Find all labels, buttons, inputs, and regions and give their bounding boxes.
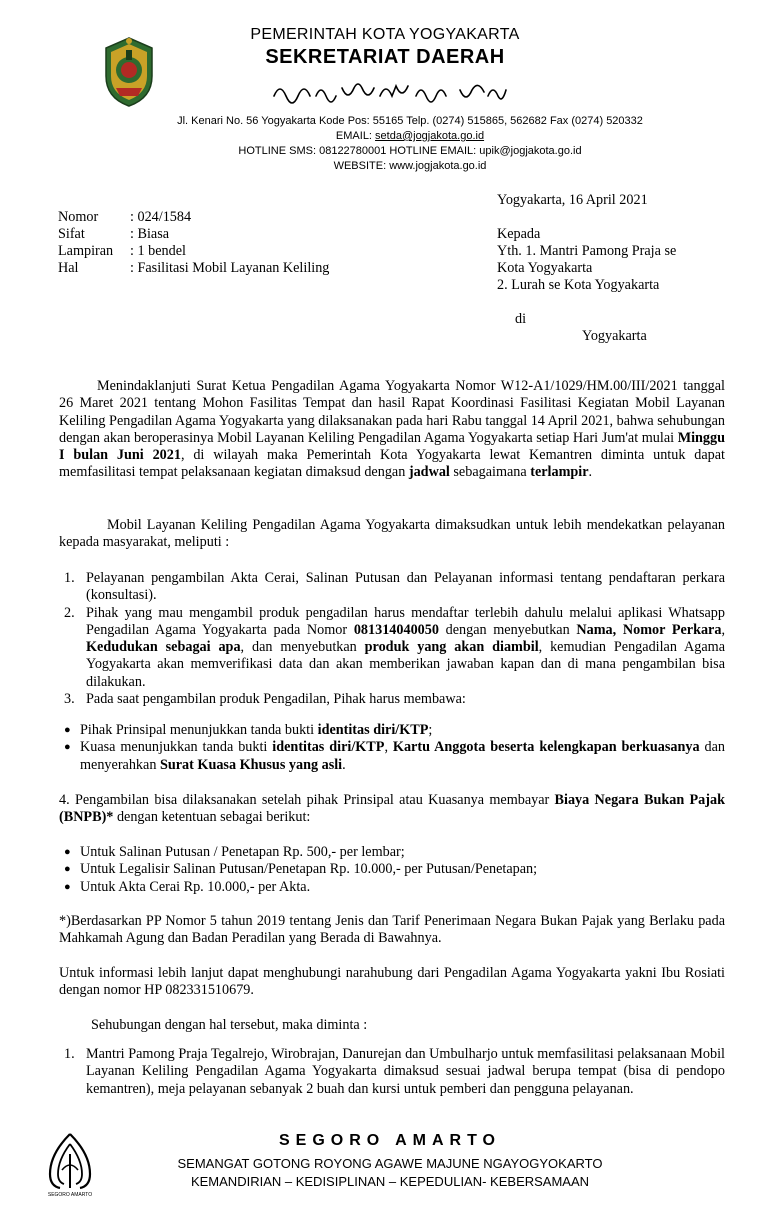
letterhead-contact-block: [130, 114, 690, 174]
email-label: EMAIL:: [335, 130, 376, 142]
list-item: 3. Pada saat pengambilan produk Pengadilan, Pihak harus membawa:: [64, 691, 466, 708]
recipient-to: Kepada: [497, 226, 541, 242]
requirements-bullets: [64, 722, 725, 774]
meta-value-hal: : Fasilitasi Mobil Layanan Keliling: [130, 260, 330, 276]
letterhead-address: Jl. Kenari No. 56 Yogyakarta Kode Pos: 55165 Telp. (0274) 515865, 562682 Fax (0274) 520332: [177, 115, 643, 127]
meta-label-lampiran: Lampiran: [58, 243, 114, 259]
footer-values: KEMANDIRIAN – KEDISIPLINAN – KEPEDULIAN- KEBERSAMAAN: [190, 1174, 590, 1189]
meta-value-lampiran: : 1 bendel: [130, 243, 186, 259]
meta-value-nomor: : 024/1584: [130, 209, 192, 225]
email-link[interactable]: setda@jogjakota.go.id: [375, 130, 485, 142]
recipient-city: Yogyakarta: [582, 328, 647, 344]
meta-label-hal: Hal: [58, 260, 79, 276]
bullet-dot-icon: ●: [64, 863, 71, 876]
list-item: ● Kuasa menunjukkan tanda bukti identitas diri/KTP, Kartu Anggota beserta kelengkapan berkuasanya dan menyerahkan Surat Kuasa Khusus yang asli.: [64, 739, 726, 773]
meta-value-sifat: : Biasa: [130, 226, 170, 242]
footer-brand: SEGORO AMARTO: [278, 1132, 501, 1149]
bullet-dot-icon: ●: [64, 741, 71, 754]
letterhead-hotline: HOTLINE SMS: 08122780001 HOTLINE EMAIL: upik@jogjakota.go.id: [238, 145, 582, 157]
list-item: 1. Pelayanan pengambilan Akta Cerai, Salinan Putusan dan Pelayanan informasi tentang pendaftaran perkara (konsultasi).: [64, 570, 725, 604]
bullet-dot-icon: ●: [64, 880, 71, 893]
paragraph-opening: Menindaklanjuti Surat Ketua Pengadilan Agama Yogyakarta Nomor W12-A1/1029/HM.00/III/2021 tanggal 26 Maret 2021 tentang Mohon Fasilitas Tempat dan hasil Rapat Koordinasi Fasilitasi Kegiatan Mobil Layanan Keliling Pengadilan Agama Yogyakarta yang dilaksanakan pada hari Rabu tanggal 14 April 2021, bahwa sehubungan dengan akan beroperasinya Mobil Layanan Keliling Pengadilan Agama Yogyakarta setiap Hari Jum'at mulai Minggu I bulan Juni 2021, di wilayah maka Pemerintah Kota Yogyakarta lewat Kemantren diminta untuk dapat memfasilitasi tempat pelaksanaan kegiatan dimaksud dengan jadwal sebagaimana terlampir.: [59, 378, 725, 481]
list-item: ● Untuk Akta Cerai Rp. 10.000,- per Akta.: [64, 878, 311, 895]
paragraph-purpose: Mobil Layanan Keliling Pengadilan Agama Yogyakarta dimaksudkan untuk lebih mendekatkan pelayanan kepada masyarakat, meliputi :: [59, 517, 725, 551]
footer-logo-caption: SEGORO AMARTO: [47, 1192, 93, 1198]
list-item: ● Pihak Prinsipal menunjukkan tanda bukti identitas diri/KTP;: [64, 722, 433, 738]
list-item: ● Untuk Legalisir Salinan Putusan/Penetapan Rp. 10.000,- per Putusan/Penetapan;: [64, 861, 538, 878]
paragraph-footnote: *)Berdasarkan PP Nomor 5 tahun 2019 tentang Jenis dan Tarif Penerimaan Negara Bukan Pajak yang Berlaku pada Mahkamah Agung dan Badan Peradilan yang Berada di Bawahnya.: [59, 913, 725, 947]
fee-bullets: [64, 844, 725, 896]
recipient-line2: Kota Yogyakarta: [497, 260, 593, 276]
recipient-line3: 2. Lurah se Kota Yogyakarta: [497, 277, 660, 293]
paragraph-request: Sehubungan dengan hal tersebut, maka diminta :: [91, 1017, 368, 1033]
letterhead-government: PEMERINTAH KOTA YOGYAKARTA: [250, 26, 520, 43]
bullet-dot-icon: ●: [64, 724, 71, 736]
letterhead-website: WEBSITE: www.jogjakota.go.id: [333, 160, 487, 172]
request-list: [64, 1046, 725, 1098]
meta-label-nomor: Nomor: [58, 209, 99, 225]
recipient-line1: Yth. 1. Mantri Pamong Praja se: [497, 243, 677, 259]
service-list: [64, 570, 725, 708]
bullet-dot-icon: ●: [64, 846, 71, 858]
meta-label-sifat: Sifat: [58, 226, 85, 242]
segoro-amarto-logo-icon: [40, 1130, 100, 1200]
letterhead-secretariat: SEKRETARIAT DAERAH: [265, 46, 505, 68]
paragraph-contact: Untuk informasi lebih lanjut dapat menghubungi narahubung dari Pengadilan Agama Yogyakarta yakni Ibu Rosiati dengan nomor HP 082331510679.: [59, 965, 725, 999]
list-item: ● Untuk Salinan Putusan / Penetapan Rp. 500,- per lembar;: [64, 844, 405, 860]
footer-motto: SEMANGAT GOTONG ROYONG AGAWE MAJUNE NGAYOGYOKARTO: [177, 1156, 603, 1171]
paragraph-payment: 4. Pengambilan bisa dilaksanakan setelah pihak Prinsipal atau Kuasanya membayar Biaya Negara Bukan Pajak (BNPB)* dengan ketentuan sebagai berikut:: [59, 792, 725, 826]
city-coat-of-arms-icon: [102, 36, 156, 108]
list-item: 2. Pihak yang mau mengambil produk pengadilan harus mendaftar terlebih dahulu melalui aplikasi Whatsapp Pengadilan Agama Yogyakarta pada Nomor 081314040050 dengan menyebutkan Nama, Nomor Perkara, Kedudukan sebagai apa, dan menyebutkan produk yang akan diambil, kemudian Pengadilan Agama Yogyakarta akan memverifikasi data dan akan memberikan jawaban kapan dan di mana pengambilan bisa dilakukan.: [64, 604, 726, 690]
list-item: 1. Mantri Pamong Praja Tegalrejo, Wirobrajan, Danurejan dan Umbulharjo untuk memfasilitasi pelaksanaan Mobil Layanan Keliling Pengadilan Agama Yogyakarta dimaksud sesuai jadwal berupa tempat (bisa di pendopo kemantren), meja pelayanan sebanyak 2 buah dan kursi untuk pemberi dan pengguna pelayanan.: [64, 1046, 725, 1097]
letterhead-email-line: [130, 129, 690, 144]
letter-date: Yogyakarta, 16 April 2021: [497, 192, 648, 208]
javanese-script-graphic: [270, 78, 510, 106]
recipient-di: di: [515, 311, 527, 327]
